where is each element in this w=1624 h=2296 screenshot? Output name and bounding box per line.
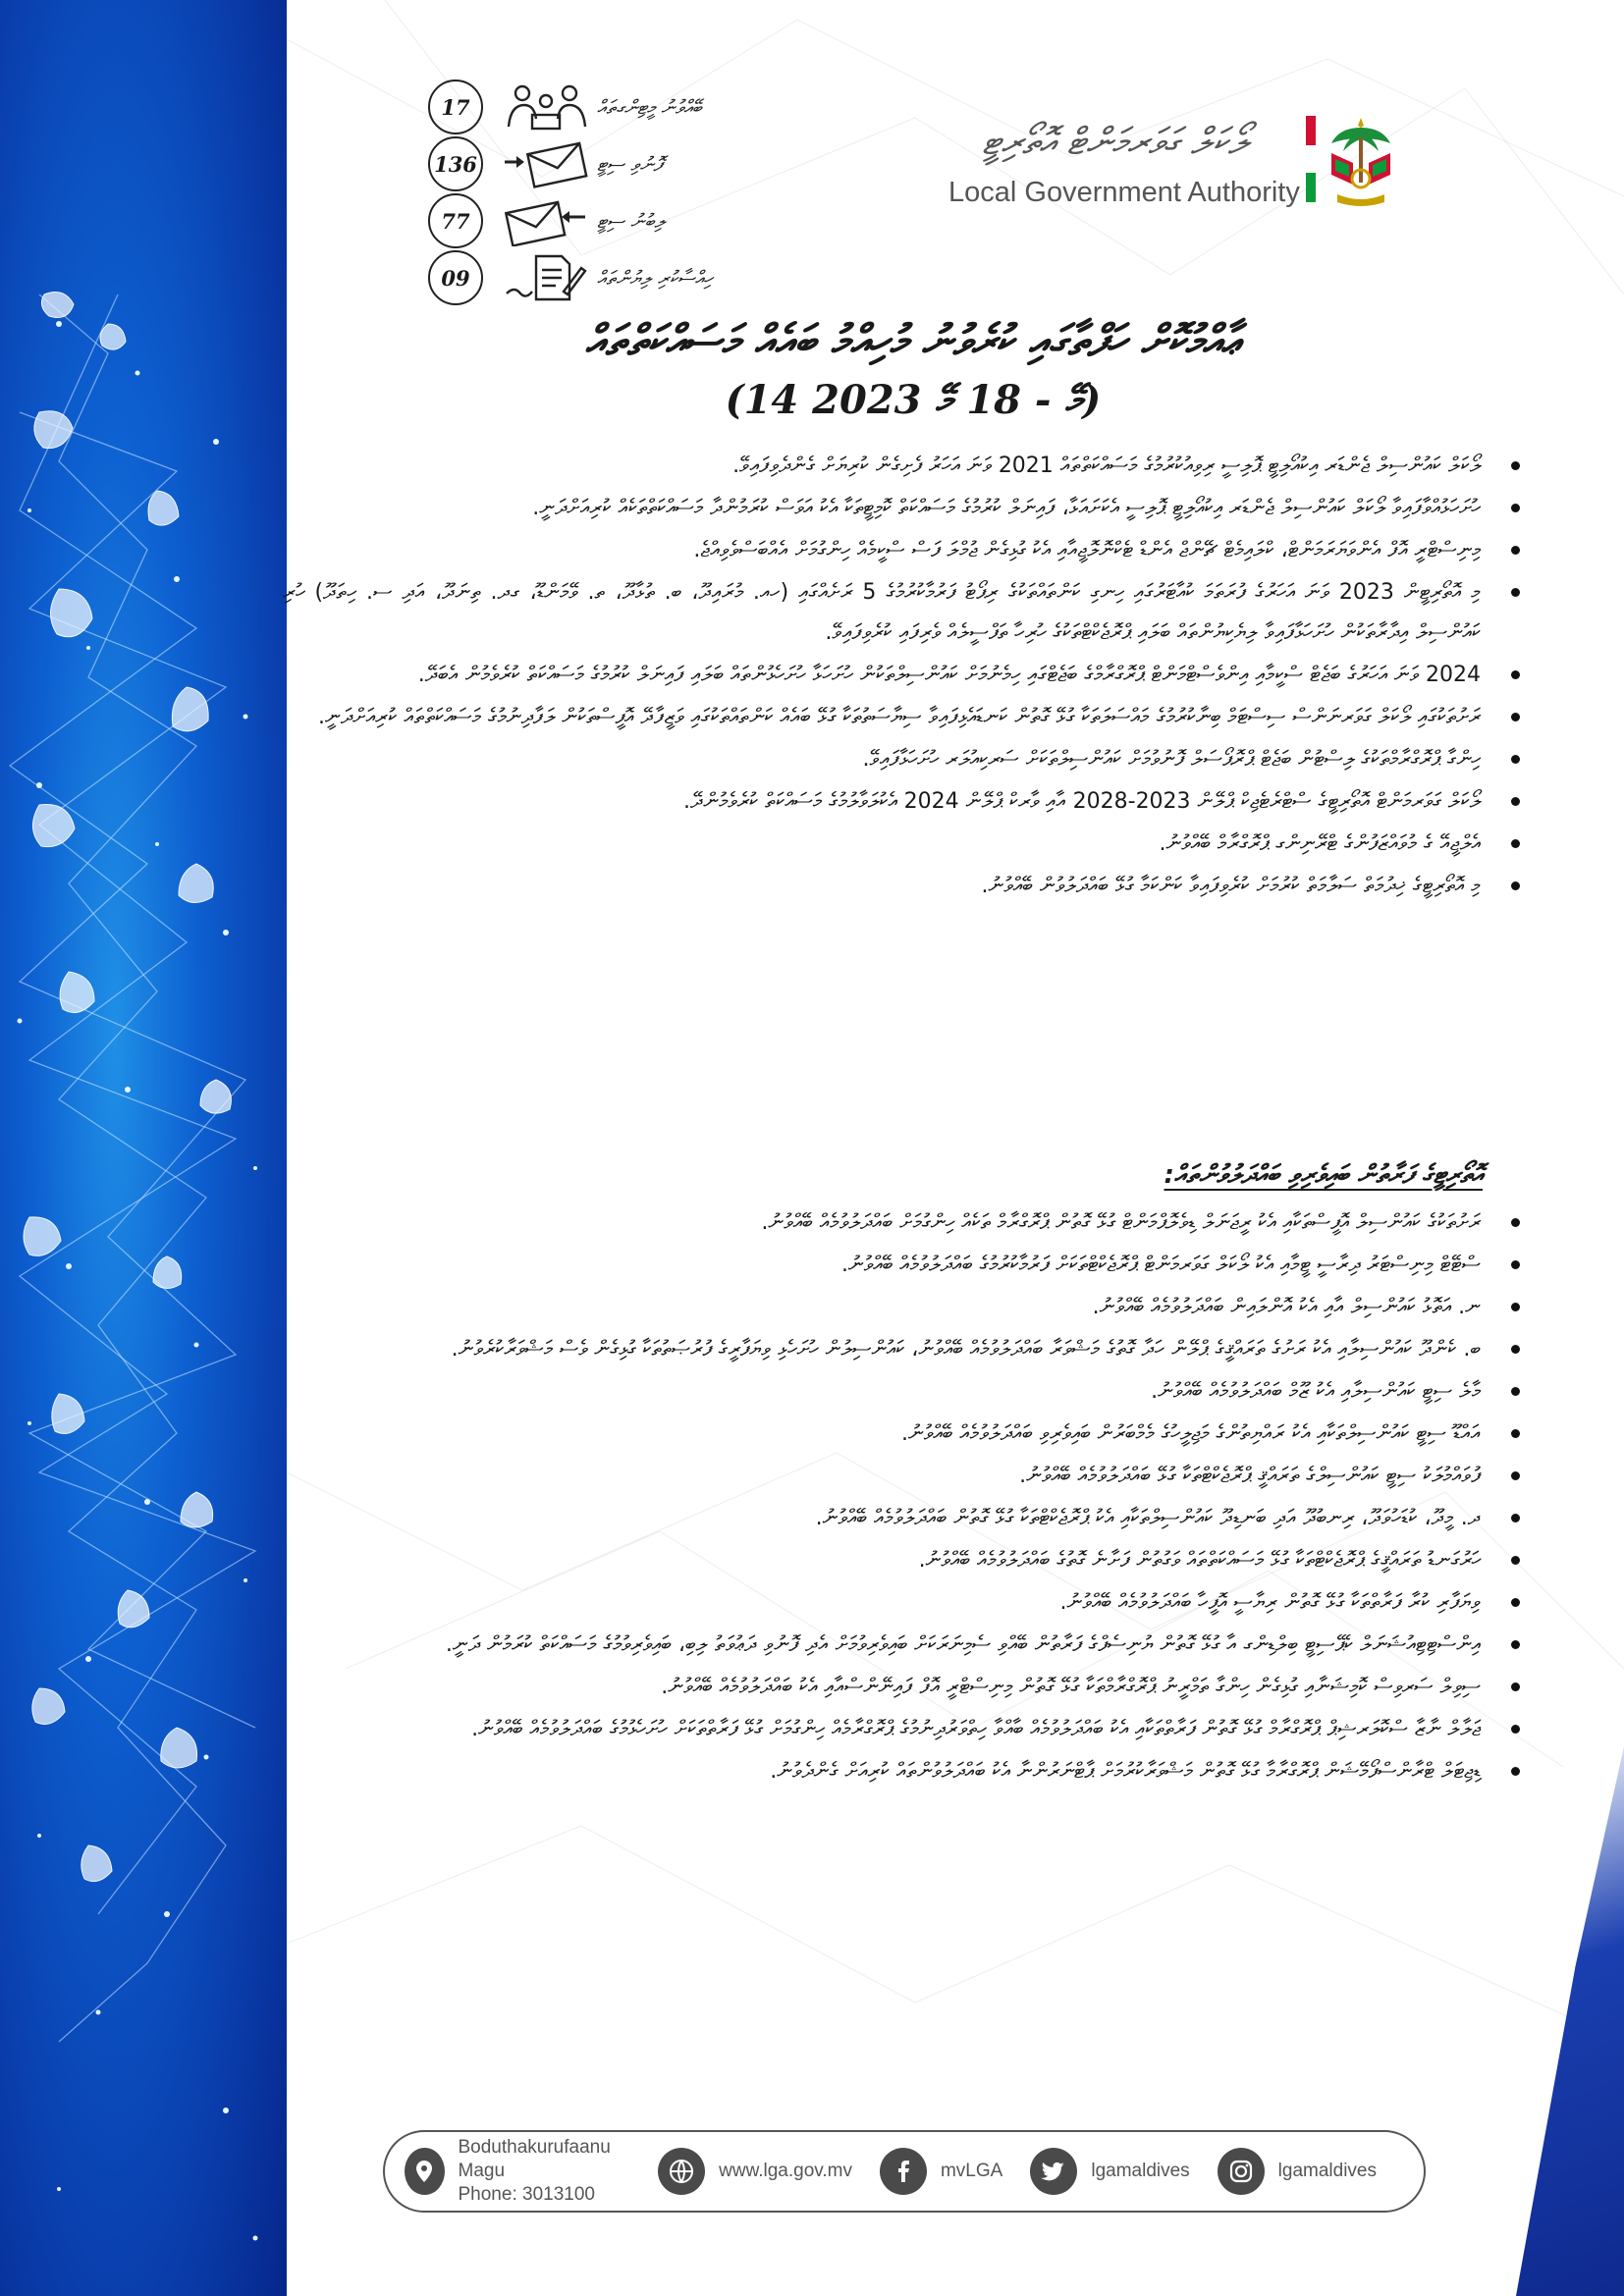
facebook-icon xyxy=(880,2148,927,2195)
authority-name-english: Local Government Authority xyxy=(948,177,1300,208)
address-text: Boduthakurufaanu Magu xyxy=(458,2137,611,2181)
website-link[interactable]: www.lga.gov.mv xyxy=(719,2161,852,2181)
outgoing-mail-icon xyxy=(503,138,591,189)
list-item: މިނިސްޓްރީ އޮފް އެންވަޔަރަމަންޓް، ކްލައިމެޓް ޗޭންޖް އެންޑް ޓެކްނޮލޮޖީއާއި އެކު ގުޅިގެން ޖުމްލަ ފަސް ސްކީމެއް ހިންގުމަށް އެއްބަސްވެވިއްޖެ. xyxy=(283,530,1481,570)
twitter-handle[interactable]: lgamaldives xyxy=(1091,2161,1190,2181)
stat-label: ލިބުނު ސިޓީ xyxy=(597,209,666,233)
list-item: ދ. މީދޫ، ކުޑަހުވަދޫ، ރިނބުދޫ އަދި ބަނޑިދޫ ކައުންސިލްތަކާއި އެކު ޕްރޮޖެކްޓްތަކާ ގުޅޭ ގޮތުން ބައްދަލުވުމެއް ބޭއްވުނު. xyxy=(283,1498,1481,1538)
maldives-map-graphic xyxy=(0,0,287,2296)
activities-list xyxy=(283,446,1481,908)
list-item: ލޯކަލް ގަވަރމަންޓް އޮތޯރިޓީގެ ސްޓްރެޓެޖިކް ޕްލޭން 2023-2028 އާއި ވާރކް ޕްލޭން 2024 އެކުލަވާލުމުގެ މަސައްކަތް ކުރެވެމުންދޭ. xyxy=(283,781,1481,822)
stat-label: ހިއްސާކުރި ލިޔުންތައް xyxy=(597,266,713,290)
list-item: އެލްޖީއޭ ގެ މުވައްޒަފުންގެ ޓްރޭނިންގ ޕްރޮގްރާމް ބޭއްވުނު. xyxy=(283,824,1481,864)
lga-logo xyxy=(943,114,1384,222)
stat-meetings xyxy=(428,79,752,135)
footer-website[interactable] xyxy=(658,2148,852,2195)
date-range: (14 މޭ - 18 މޭ 2023) xyxy=(725,377,1102,423)
list-item: ޑިޖިޓަލް ޓްރާންސްފޯމޭޝަން ޕްރޮގްރާމާ ގުޅޭ ގޮތުން މަޝްވަރާކުރުމަށް ޕާޓްނަރުންނާ އެކު ބައްދަލުވުންތައް ކުރިއަށް ގެންދެވުނު. xyxy=(283,1751,1481,1791)
maldives-emblem-icon xyxy=(1322,114,1400,212)
list-item: އިންސްޓިޓިއުޝަނަލް ކެޕޭސިޓީ ބިލްޑިންގ އާ ގުޅޭ ގޮތުން ޔުނިސެފްގެ ފަރާތުން ބޭއްވި ސެމިނަރަކަށް ބައިވެރިވުމަށް އެދި ފޮނުވި ދަޢުވަތު ލިބި، ބައިވެރިވުމުގެ މަސައްކަތް ކުރަމުން ދަނީ. xyxy=(283,1625,1481,1665)
meetings-section-heading: އޮތޯރިޓީގެ ފަރާތުން ބައިވެރިވި ބައްދަލުވުންތައް: xyxy=(1164,1160,1483,1190)
twitter-icon xyxy=(1030,2148,1077,2195)
list-item: ނ. އަތޮޅު ކައުންސިލް އާއި އެކު އޮންލައިން ބައްދަލުވުމެއް ބޭއްވުނު. xyxy=(283,1287,1481,1327)
location-pin-icon xyxy=(405,2148,445,2195)
stat-value: 136 xyxy=(428,136,483,191)
stat-value: 17 xyxy=(428,80,483,134)
list-item: ފުވައްމުލަކު ސިޓީ ކައުންސިލްގެ ތަރައްޤީ ޕްރޮޖެކްޓްތަކާ ގުޅޭ ބައްދަލުވުމެއް ބޭއްވުނު. xyxy=(283,1456,1481,1496)
document-sign-icon xyxy=(503,252,591,303)
facebook-handle[interactable]: mvLGA xyxy=(940,2161,1003,2181)
stat-label: ފޮނުވި ސިޓީ xyxy=(597,152,663,176)
meetings-list xyxy=(283,1202,1481,1793)
stat-value: 09 xyxy=(428,250,483,305)
list-item: މި އޮތޯރިޓީން 2023 ވަނަ އަހަރުގެ ފުރަތަމަ ކުއާޓަރުގައި ހިނގި ކަންތައްތަކުގެ ރިޕޯޓު ފަރުމާކުރުމުގެ 5 ރަށެއްގައި (ހއ. މުރައިދޫ، ބ. ތުޅާދޫ، ތ. ވޭމަންޑޫ، ގދ. ތިނަދޫ، އަދި ސ. ހިތަދޫ) ހުރި ކައުންސިލް އިދާރާތަކުން ހުށަހަޅާފައިވާ ލިޔެކިޔުންތައް ބަލައި ޕްރޮޖެކްޓްތަކުގެ ހުރިހާ ތަފްސީލެއް ވެރިފައި ކުރެވިފައިވޭ. xyxy=(283,572,1481,653)
list-item: ރަށުތަކުގައި ލޯކަލް ގަވަރނަންސް ސިސްޓަމް ބިނާކުރުމުގެ މައްސަލަތަކާ ގުޅޭ ގޮތުން ކަނޑައެޅިފައިވާ ސިޔާސަތުތަކާ ގުޅޭ ބައެއް ކަންތައްތަކުގައި ވަޒީފާދޭ އޮފީސްތަކުން ލަފާދިނުމުގެ މަސައްކަތްތައް ކުރިއަށްދަނީ. xyxy=(283,697,1481,737)
list-item: ވިޔަފާރި ކުރާ ފަރާތްތަކާ ގުޅޭ ގޮތުން ރިޔާސީ އޮފީހާ ބައްދަލުވުމެއް ބޭއްވުނު. xyxy=(283,1582,1481,1623)
list-item: ހުށަހަޅުއްވާފައިވާ ލޯކަލް ކައުންސިލް ޖެންޑަރ އިކުއޯލިޓީ ޕޮލިސީ އެކަށައަޅާ، ފައިނަލް ކުރުމުގެ މަސައްކަތް ކޮމިޓީތަކާ އެކު އަވަސް ކުރަމުންދާ މަސައްކަތްތަކެއް ކުރިއަށްދަނީ. xyxy=(283,488,1481,528)
list-item: ސްޓޭޓް މިނިސްޓަރު ދިރާސީ ޓީމާއި އެކު ލޯކަލް ގަވަރމަންޓް ޕްރޮޖެކްޓްތަކަށް ފަރުމާކުރުމުގެ ބައްދަލުވުމެއް ބޭއްވުނު. xyxy=(283,1245,1481,1285)
authority-name-dhivehi: ލޯކަލް ގަވަރމަންޓް އޮތޯރިޓީ xyxy=(982,120,1247,163)
stat-incoming-letters xyxy=(428,192,752,249)
instagram-icon xyxy=(1218,2148,1265,2195)
footer-instagram[interactable] xyxy=(1218,2148,1377,2195)
list-item: ޖަލާލް ނާޒާ ސްކޮލަރޝިޕް ޕްރޮގްރާމް ގުޅޭ ގޮތުން ފަރާތްތަކާއި އެކު ބައްދަލުވުމެއް ބާއްވާ ހިތްވަރުދިނުމުގެ ޕްރޮގްރާމެއް ހިންގުމަށް ގުޅޭ ފަރާތްތަކަށް ހުށަހެޅުމުގެ ބައްދަލުވުމެއް ބޭއްވުނު. xyxy=(283,1709,1481,1749)
stat-outgoing-letters xyxy=(428,135,752,192)
list-item: ހަރުގަނޑު ތަރައްޤީގެ ޕްރޮޖެކްޓްތަކާ ގުޅޭ މަސައްކަތްތައް ވަގުތުން ފަށާނެ ގޮތުގެ ބައްދަލުވުމެއް ބޭއްވުނު. xyxy=(283,1540,1481,1580)
stat-documents xyxy=(428,249,752,306)
footer-address xyxy=(405,2136,630,2207)
list-item: މި އޮތޯރިޓީގެ ޚިދުމަތް ސަލާމަތް ކުރުމަށް ކުރެވިފައިވާ ކަންކަމާ ގުޅޭ ބައްދަލުވުން ބޭއްވުނު. xyxy=(283,866,1481,906)
list-item: އައްޑޫ ސިޓީ ކައުންސިލްތަކާއި އެކު ރައްޔިތުންގެ މަޖިލީހުގެ މެމްބަރުން ބައިވެރިވި ބައްދަލުވުމެއް ބޭއްވުނު. xyxy=(283,1414,1481,1454)
list-item: ބ. ކެންދޫ ކައުންސިލާއި އެކު ރަށުގެ ތަރައްޤީގެ ޕްލޭން ހަދާ ގޮތުގެ މަޝްވަރާ ބައްދަލުވުމެއް ބޭއްވުނު، ކައުންސިލުން ހުށަހެޅި ވިޔަފާރީގެ ފުރުޞަތުތަކާ ގުޅިގެން ވެސް މަޝްވަރާކުރެވުނު. xyxy=(283,1329,1481,1369)
list-item: ހިންގާ ޕްރޮގްރާމްތަކުގެ ލިސްޓުން ބަޖެޓް ޕްރޮޕޯސަލް ފޮނުވުމަށް ކައުންސިލްތަކަށް ސަރކިއުލަރ ހުށަހަޅާފައިވޭ. xyxy=(283,739,1481,779)
list-item: 2024 ވަނަ އަހަރުގެ ބަޖެޓް ސްކީމާއި އިންވެސްޓްމަންޓް ޕްރޮގްރާމްގެ ބަޖެޓްގައި ހިމެނުމަށް ކައުންސިލްތަކުން ހުށަހަޅާ ހުށަހެޅުންތައް ބަލައި ފައިނަލް ކުރުމުގެ މަސައްކަތް ކުރެވެމުން އެބަދޭ. xyxy=(283,655,1481,695)
list-item: މާލެ ސިޓީ ކައުންސިލާއި އެކު ޒޫމް ބައްދަލުވުމެއް ބޭއްވުނު. xyxy=(283,1371,1481,1412)
footer-contact-bar xyxy=(383,2130,1426,2213)
footer-facebook[interactable] xyxy=(880,2148,1002,2195)
globe-icon xyxy=(658,2148,705,2195)
meeting-people-icon xyxy=(503,81,591,133)
incoming-mail-icon xyxy=(503,195,591,246)
page-title: ޢާއްމުކޮށް ހަފްތާގައި ކުރެވުނު މުހިއްމު ބައެއް މަސައްކަތްތައް xyxy=(584,316,1242,366)
list-item: ރަށުތަކުގެ ކައުންސިލް އޮފީސްތަކާއި އެކު ރީޖަނަލް ޑިވެލޮޕްމަންޓް ގުޅޭ ގޮތުން ޕްރޮގްރާމް ތަކެއް ހިންގުމަށް ބައްދަލުވުމެއް ބޭއްވުނު. xyxy=(283,1202,1481,1243)
flag-stripe-icon xyxy=(1306,116,1316,202)
list-item: ސިވިލް ސަރވިސް ކޮމިޝަނާއި ގުޅިގެން ހިންގާ ތަމްރީނު ޕްރޮގްރާމްތަކާ ގުޅޭ ގޮތުން މިނިސްޓްރީ އޮފް ފައިނޭންސްއާއި އެކު ބައްދަލުވުމެއް ބޭއްވުނު. xyxy=(283,1667,1481,1707)
stats-panel xyxy=(428,79,752,306)
instagram-handle[interactable]: lgamaldives xyxy=(1277,2161,1377,2181)
stat-label: ބޭއްވުނު މީޓިންގތައް xyxy=(597,95,702,119)
footer-twitter[interactable] xyxy=(1030,2148,1189,2195)
stat-value: 77 xyxy=(428,193,483,248)
decorative-map-band xyxy=(0,0,287,2296)
list-item: ލޯކަލް ކައުންސިލް ޖެންޑަރ އިކުއޯލިޓީ ޕޮލިސީ ރިވިއުކުރުމުގެ މަސައްކަތްތައް 2021 ވަނަ އަހަރު ފެށިގެން ކުރިޔަށް ގެންދެވިފައިވޭ. xyxy=(283,446,1481,486)
phone-text: Phone: 3013100 xyxy=(458,2184,595,2205)
